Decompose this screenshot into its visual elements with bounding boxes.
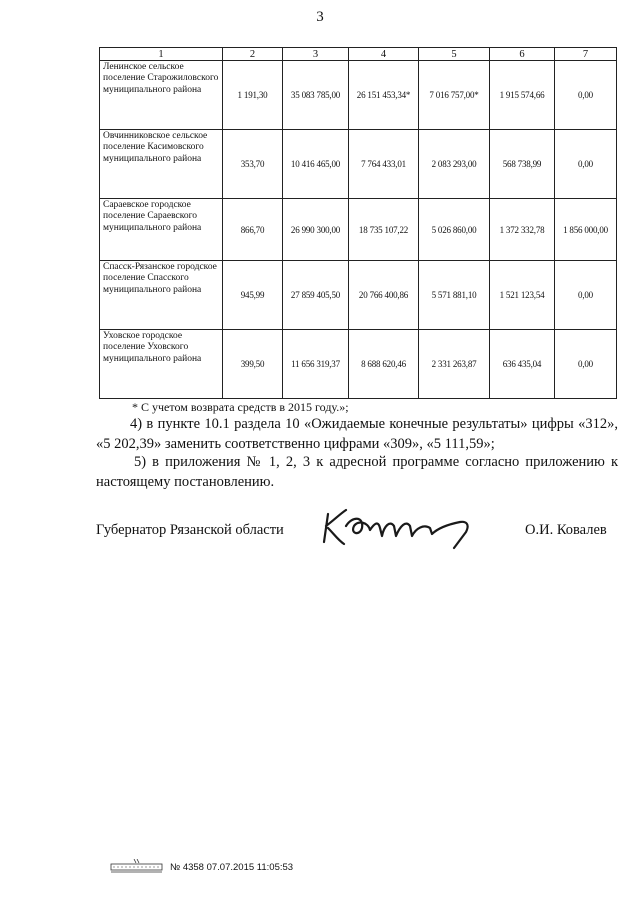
settlement-name: Овчинниковское сельское поселение Касимовского муниципального района <box>100 130 223 199</box>
paragraph-5: 5) в приложения № 1, 2, 3 к адресной программе согласно приложению к настоящему постановлению. <box>96 454 618 490</box>
table-cell: 35 083 785,00 <box>283 61 349 130</box>
table-cell: 1 856 000,00 <box>555 199 617 261</box>
table-header-row <box>100 48 617 61</box>
table-row <box>100 199 617 261</box>
settlement-name: Спасск-Рязанское городское поселение Спасского муниципального района <box>100 261 223 330</box>
table-cell: 0,00 <box>555 261 617 330</box>
paragraph-4: 4) в пункте 10.1 раздела 10 «Ожидаемые конечные результаты» цифры «312», «5 202,39» заменить соответственно цифрами «309», «5 111,59»; <box>96 416 618 452</box>
table-cell: 5 026 860,00 <box>419 199 490 261</box>
table-cell: 27 859 405,50 <box>283 261 349 330</box>
column-header: 5 <box>419 48 490 61</box>
column-header: 4 <box>349 48 419 61</box>
table-cell: 10 416 465,00 <box>283 130 349 199</box>
registration-stamp-icon <box>110 859 163 875</box>
settlement-name: Ленинское сельское поселение Старожиловского муниципального района <box>100 61 223 130</box>
table-cell: 399,50 <box>223 330 283 399</box>
table-row <box>100 61 617 130</box>
table-cell: 8 688 620,46 <box>349 330 419 399</box>
registration-info: № 4358 07.07.2015 11:05:53 <box>170 862 294 873</box>
table-cell: 7 016 757,00* <box>419 61 490 130</box>
column-header: 6 <box>490 48 555 61</box>
column-header: 1 <box>100 48 223 61</box>
table-cell: 26 990 300,00 <box>283 199 349 261</box>
column-header: 3 <box>283 48 349 61</box>
table-cell: 0,00 <box>555 330 617 399</box>
table-cell: 5 571 881,10 <box>419 261 490 330</box>
settlement-name: Сараевское городское поселение Сараевского муниципального района <box>100 199 223 261</box>
page-number: 3 <box>316 9 324 25</box>
table-cell: 1 521 123,54 <box>490 261 555 330</box>
table-cell: 945,99 <box>223 261 283 330</box>
table-cell: 18 735 107,22 <box>349 199 419 261</box>
table-cell: 1 191,30 <box>223 61 283 130</box>
table-row <box>100 130 617 199</box>
column-header: 7 <box>555 48 617 61</box>
table-cell: 20 766 400,86 <box>349 261 419 330</box>
table-cell: 568 738,99 <box>490 130 555 199</box>
table-cell: 0,00 <box>555 61 617 130</box>
table-cell: 1 915 574,66 <box>490 61 555 130</box>
table-cell: 26 151 453,34* <box>349 61 419 130</box>
table-cell: 866,70 <box>223 199 283 261</box>
column-header: 2 <box>223 48 283 61</box>
table-cell: 1 372 332,78 <box>490 199 555 261</box>
signatory-name: О.И. Ковалев <box>525 522 607 538</box>
table-cell: 636 435,04 <box>490 330 555 399</box>
table-cell: 11 656 319,37 <box>283 330 349 399</box>
table-cell: 353,70 <box>223 130 283 199</box>
signature-image <box>320 502 490 550</box>
table-cell: 7 764 433,01 <box>349 130 419 199</box>
table-row <box>100 261 617 330</box>
data-table <box>99 47 617 399</box>
footnote: * С учетом возврата средств в 2015 году.»; <box>132 400 349 414</box>
table-row <box>100 330 617 399</box>
settlement-name: Уховское городское поселение Уховского муниципального района <box>100 330 223 399</box>
table-cell: 2 331 263,87 <box>419 330 490 399</box>
signatory-title: Губернатор Рязанской области <box>96 522 284 538</box>
table-cell: 0,00 <box>555 130 617 199</box>
table-cell: 2 083 293,00 <box>419 130 490 199</box>
